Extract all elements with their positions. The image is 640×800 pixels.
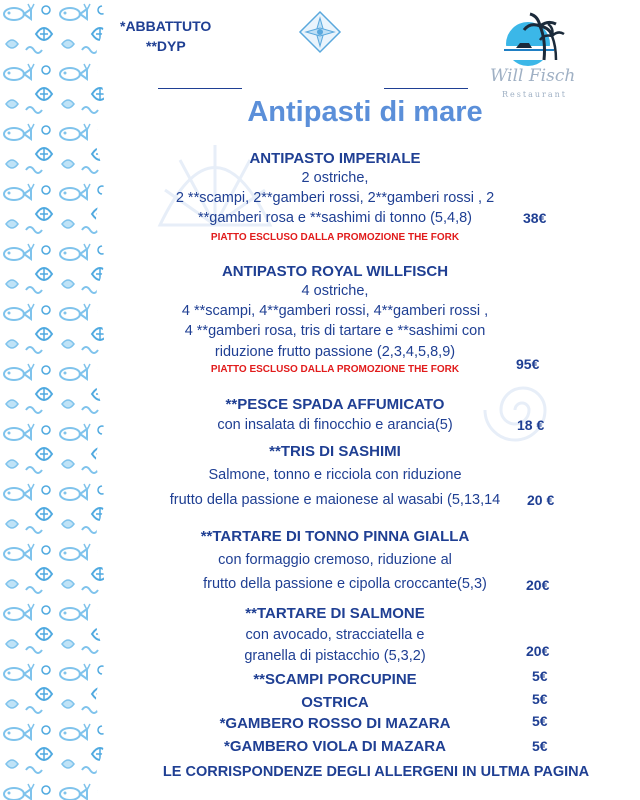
page-title: Antipasti di mare (247, 96, 483, 128)
seafood-pattern-svg (0, 0, 112, 800)
price-sashimi: 20 € (527, 492, 555, 508)
dish-desc-sashimi-2: frutto della passione e maionese al wasabi (5,13,14 (169, 492, 501, 508)
promo-note-royal: PIATTO ESCLUSO DALLA PROMOZIONE THE FORK (210, 364, 460, 375)
dish-desc-tartare-salmone-1: con avocado, stracciatella e (245, 627, 425, 643)
dish-desc-tartare-tonno-1: con formaggio cremoso, riduzione al (218, 552, 452, 568)
price-gambero-rosso: 5€ (532, 713, 548, 729)
dish-desc-imperiale-1: 2 ostriche, (301, 170, 369, 186)
dish-desc-royal-1: 4 ostriche, (301, 283, 369, 299)
price-gambero-viola: 5€ (532, 738, 548, 754)
dish-desc-royal-4: riduzione frutto passione (2,3,4,5,8,9) (214, 344, 456, 360)
dish-desc-pesce-spada: con insalata di finocchio e arancia(5) (217, 417, 453, 433)
dish-name-royal: ANTIPASTO ROYAL WILLFISCH (221, 263, 449, 280)
compass-ornament-icon (298, 10, 342, 54)
dish-name-tartare-tonno: **TARTARE DI TONNO PINNA GIALLA (200, 528, 470, 545)
price-scampi: 5€ (532, 668, 548, 684)
dyp-note: **DYP (146, 38, 186, 54)
title-rule-right (384, 88, 468, 89)
dish-name-sashimi: **TRIS DI SASHIMI (269, 443, 401, 460)
title-rule-left (158, 88, 242, 89)
price-ostrica: 5€ (532, 691, 548, 707)
seafood-pattern (0, 0, 112, 800)
logo-subtitle: Restaurant (502, 90, 567, 99)
allergen-footer: LE CORRISPONDENZE DEGLI ALLERGENI IN ULTMA PAGINA (162, 764, 590, 780)
dish-name-scampi: **SCAMPI PORCUPINE (253, 671, 417, 688)
dish-desc-tartare-tonno-2: frutto della passione e cipolla croccante(5,3) (203, 576, 487, 592)
logo-script: Will Fisch (490, 66, 576, 86)
price-tartare-salmone: 20€ (526, 643, 550, 659)
price-pesce-spada: 18 € (517, 417, 545, 433)
dish-desc-tartare-salmone-2: granella di pistacchio (5,3,2) (244, 648, 426, 664)
dish-desc-sashimi-1: Salmone, tonno e ricciola con riduzione (208, 467, 462, 483)
dish-name-imperiale: ANTIPASTO IMPERIALE (249, 150, 421, 167)
dish-desc-imperiale-2: 2 **scampi, 2**gamberi rossi, 2**gamberi rossi , 2 (175, 190, 495, 206)
dish-desc-imperiale-3: **gamberi rosa e **sashimi di tonno (5,4,8) (197, 210, 473, 226)
promo-note-imperiale: PIATTO ESCLUSO DALLA PROMOZIONE THE FORK (210, 232, 460, 243)
restaurant-logo (482, 10, 582, 102)
price-royal: 95€ (516, 356, 540, 372)
dish-desc-royal-2: 4 **scampi, 4**gamberi rossi, 4**gamberi rossi , (181, 303, 489, 319)
dish-name-gambero-rosso: *GAMBERO ROSSO DI MAZARA (219, 715, 451, 732)
palm-sunset-logo-icon (482, 10, 582, 70)
dish-name-tartare-salmone: **TARTARE DI SALMONE (245, 605, 425, 622)
dish-name-ostrica: OSTRICA (301, 694, 369, 711)
dish-name-gambero-viola: *GAMBERO VIOLA DI MAZARA (224, 738, 446, 755)
dish-desc-royal-3: 4 **gamberi rosa, tris di tartare e **sashimi con (184, 323, 486, 339)
abbattuto-note: *ABBATTUTO (120, 18, 212, 34)
dish-name-pesce-spada: **PESCE SPADA AFFUMICATO (225, 396, 445, 413)
price-tartare-tonno: 20€ (526, 577, 550, 593)
price-imperiale: 38€ (523, 210, 547, 226)
